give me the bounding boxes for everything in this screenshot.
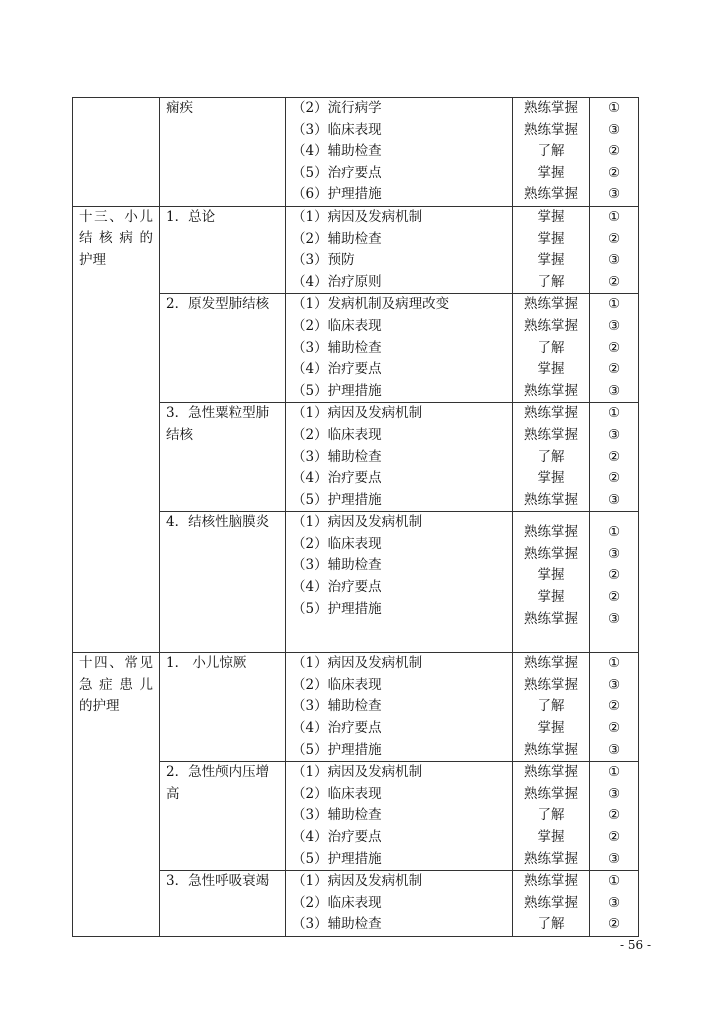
chapter-cell bbox=[73, 98, 160, 207]
requirement-text: 了解 bbox=[537, 807, 565, 824]
level-mark: ② bbox=[607, 807, 621, 824]
requirement-text: 熟练掌握 bbox=[524, 850, 578, 867]
requirement-text: 熟练掌握 bbox=[524, 764, 578, 781]
chapter-title-line: 十三、小儿 bbox=[79, 208, 153, 225]
content-item: （2）临床表现 bbox=[292, 894, 382, 911]
lvl-cell bbox=[590, 403, 639, 512]
lvl-cell bbox=[590, 98, 639, 207]
requirement-text: 熟练掌握 bbox=[524, 610, 578, 627]
level-mark: ② bbox=[607, 589, 621, 606]
level-mark: ③ bbox=[607, 850, 621, 867]
requirement-text: 熟练掌握 bbox=[524, 524, 578, 541]
requirement-text: 熟练掌握 bbox=[524, 317, 578, 334]
content-item: （3）辅助检查 bbox=[292, 557, 382, 574]
lvl-cell bbox=[590, 206, 639, 293]
level-mark: ③ bbox=[607, 426, 621, 443]
level-mark: ② bbox=[607, 143, 621, 160]
content-item: （3）辅助检查 bbox=[292, 807, 382, 824]
content-item: （5）治疗要点 bbox=[292, 164, 382, 181]
content-item: （1）病因及发病机制 bbox=[292, 405, 423, 422]
content-item: （5）护理措施 bbox=[292, 741, 382, 758]
chapter-cell bbox=[73, 206, 160, 652]
items-cell bbox=[286, 653, 513, 762]
level-mark: ② bbox=[607, 339, 621, 356]
content-item: （1）病因及发病机制 bbox=[292, 514, 423, 531]
level-mark: ② bbox=[607, 230, 621, 247]
req-cell bbox=[513, 206, 590, 293]
requirement-text: 掌握 bbox=[537, 164, 565, 181]
content-item: （2）临床表现 bbox=[292, 317, 382, 334]
req-cell bbox=[513, 871, 590, 937]
lvl-cell bbox=[590, 512, 639, 653]
requirement-text: 熟练掌握 bbox=[524, 491, 578, 508]
requirement-text: 掌握 bbox=[537, 589, 565, 606]
requirement-text: 了解 bbox=[537, 448, 565, 465]
content-item: （1）发病机制及病理改变 bbox=[292, 296, 450, 313]
level-mark: ② bbox=[607, 361, 621, 378]
content-item: （2）临床表现 bbox=[292, 676, 382, 693]
req-cell bbox=[513, 762, 590, 871]
level-mark: ② bbox=[607, 567, 621, 584]
content-item: （3）辅助检查 bbox=[292, 698, 382, 715]
content-item: （4）治疗原则 bbox=[292, 273, 382, 290]
content-item: （4）治疗要点 bbox=[292, 470, 382, 487]
content-item: （5）护理措施 bbox=[292, 491, 382, 508]
requirement-text: 熟练掌握 bbox=[524, 382, 578, 399]
level-mark: ③ bbox=[607, 610, 621, 627]
chapter-title-line: 的护理 bbox=[79, 698, 120, 715]
syllabus-table bbox=[72, 97, 639, 937]
content-item: （2）辅助检查 bbox=[292, 230, 382, 247]
requirement-text: 熟练掌握 bbox=[524, 873, 578, 890]
chapter-title-line: 急症患儿 bbox=[79, 676, 153, 693]
level-mark: ② bbox=[607, 164, 621, 181]
req-cell bbox=[513, 512, 590, 653]
level-mark: ② bbox=[607, 829, 621, 846]
unit-title: 2．急性颅内压增高 bbox=[160, 762, 286, 871]
level-mark: ① bbox=[607, 524, 621, 541]
requirement-text: 掌握 bbox=[537, 470, 565, 487]
content-item: （2）临床表现 bbox=[292, 535, 382, 552]
unit-title: 3．急性粟粒型肺结核 bbox=[160, 403, 286, 512]
content-item: （4）辅助检查 bbox=[292, 143, 382, 160]
content-item: （2）临床表现 bbox=[292, 426, 382, 443]
content-item: （4）治疗要点 bbox=[292, 829, 382, 846]
items-cell bbox=[286, 206, 513, 293]
requirement-text: 掌握 bbox=[537, 829, 565, 846]
level-mark: ③ bbox=[607, 121, 621, 138]
chapter-title-line: 护理 bbox=[79, 251, 106, 268]
content-item: （4）治疗要点 bbox=[292, 720, 382, 737]
level-mark: ② bbox=[607, 448, 621, 465]
requirement-text: 掌握 bbox=[537, 567, 565, 584]
requirement-text: 熟练掌握 bbox=[524, 676, 578, 693]
level-mark: ① bbox=[607, 296, 621, 313]
req-cell bbox=[513, 403, 590, 512]
content-item: （3）辅助检查 bbox=[292, 339, 382, 356]
requirement-text: 熟练掌握 bbox=[524, 894, 578, 911]
requirement-text: 熟练掌握 bbox=[524, 186, 578, 203]
items-cell bbox=[286, 512, 513, 653]
level-mark: ③ bbox=[607, 252, 621, 269]
level-mark: ③ bbox=[607, 382, 621, 399]
requirement-text: 了解 bbox=[537, 698, 565, 715]
level-mark: ② bbox=[607, 470, 621, 487]
level-mark: ① bbox=[607, 208, 621, 225]
content-item: （1）病因及发病机制 bbox=[292, 764, 423, 781]
level-mark: ③ bbox=[607, 741, 621, 758]
level-mark: ② bbox=[607, 273, 621, 290]
level-mark: ③ bbox=[607, 785, 621, 802]
requirement-text: 掌握 bbox=[537, 361, 565, 378]
content-item: （2）流行病学 bbox=[292, 100, 382, 116]
level-mark: ② bbox=[607, 698, 621, 715]
content-item: （5）护理措施 bbox=[292, 382, 382, 399]
lvl-cell bbox=[590, 653, 639, 762]
content-item: （3）预防 bbox=[292, 252, 355, 269]
requirement-text: 熟练掌握 bbox=[524, 545, 578, 562]
chapter-cell bbox=[73, 653, 160, 937]
unit-title: 1．总论 bbox=[160, 206, 286, 293]
req-cell bbox=[513, 294, 590, 403]
lvl-cell bbox=[590, 762, 639, 871]
level-mark: ③ bbox=[607, 894, 621, 911]
requirement-text: 掌握 bbox=[537, 208, 565, 225]
items-cell bbox=[286, 98, 513, 207]
requirement-text: 了解 bbox=[537, 339, 565, 356]
content-item: （1）病因及发病机制 bbox=[292, 655, 423, 672]
requirement-text: 了解 bbox=[537, 916, 565, 933]
table-row bbox=[73, 206, 639, 293]
content-item: （4）治疗要点 bbox=[292, 579, 382, 596]
content-item: （1）病因及发病机制 bbox=[292, 208, 423, 225]
requirement-text: 掌握 bbox=[537, 720, 565, 737]
lvl-cell bbox=[590, 294, 639, 403]
unit-title: 1． 小儿惊厥 bbox=[160, 653, 286, 762]
req-cell bbox=[513, 98, 590, 207]
requirement-text: 了解 bbox=[537, 143, 565, 160]
table-row bbox=[73, 653, 639, 762]
unit-title: 3．急性呼吸衰竭 bbox=[160, 871, 286, 937]
requirement-text: 熟练掌握 bbox=[524, 405, 578, 422]
level-mark: ① bbox=[607, 655, 621, 672]
requirement-text: 熟练掌握 bbox=[524, 296, 578, 313]
page-number: - 56 - bbox=[620, 938, 652, 952]
chapter-title-line: 结核病的 bbox=[79, 230, 153, 247]
level-mark: ③ bbox=[607, 545, 621, 562]
items-cell bbox=[286, 403, 513, 512]
requirement-text: 熟练掌握 bbox=[524, 785, 578, 802]
level-mark: ① bbox=[607, 100, 621, 116]
content-item: （5）护理措施 bbox=[292, 850, 382, 867]
level-mark: ③ bbox=[607, 317, 621, 334]
unit-title: 2．原发型肺结核 bbox=[160, 294, 286, 403]
level-mark: ② bbox=[607, 720, 621, 737]
content-item: （2）临床表现 bbox=[292, 785, 382, 802]
unit-title: 痫疾 bbox=[160, 98, 286, 207]
level-mark: ③ bbox=[607, 676, 621, 693]
requirement-text: 掌握 bbox=[537, 252, 565, 269]
level-mark: ③ bbox=[607, 186, 621, 203]
level-mark: ① bbox=[607, 873, 621, 890]
requirement-text: 熟练掌握 bbox=[524, 100, 578, 116]
syllabus-body bbox=[73, 98, 639, 937]
items-cell bbox=[286, 871, 513, 937]
level-mark: ① bbox=[607, 764, 621, 781]
requirement-text: 熟练掌握 bbox=[524, 121, 578, 138]
req-cell bbox=[513, 653, 590, 762]
requirement-text: 了解 bbox=[537, 273, 565, 290]
content-item: （6）护理措施 bbox=[292, 186, 382, 203]
content-item: （3）辅助检查 bbox=[292, 448, 382, 465]
requirement-text: 熟练掌握 bbox=[524, 426, 578, 443]
content-item: （3）辅助检查 bbox=[292, 916, 382, 933]
items-cell bbox=[286, 762, 513, 871]
content-item: （4）治疗要点 bbox=[292, 361, 382, 378]
lvl-cell bbox=[590, 871, 639, 937]
content-item: （5）护理措施 bbox=[292, 600, 382, 617]
level-mark: ③ bbox=[607, 491, 621, 508]
content-item: （3）临床表现 bbox=[292, 121, 382, 138]
requirement-text: 熟练掌握 bbox=[524, 741, 578, 758]
level-mark: ① bbox=[607, 405, 621, 422]
chapter-title-line: 十四、常见 bbox=[79, 655, 153, 672]
items-cell bbox=[286, 294, 513, 403]
unit-title: 4．结核性脑膜炎 bbox=[160, 512, 286, 653]
requirement-text: 掌握 bbox=[537, 230, 565, 247]
requirement-text: 熟练掌握 bbox=[524, 655, 578, 672]
level-mark: ② bbox=[607, 916, 621, 933]
content-item: （1）病因及发病机制 bbox=[292, 873, 423, 890]
table-row bbox=[73, 98, 639, 207]
